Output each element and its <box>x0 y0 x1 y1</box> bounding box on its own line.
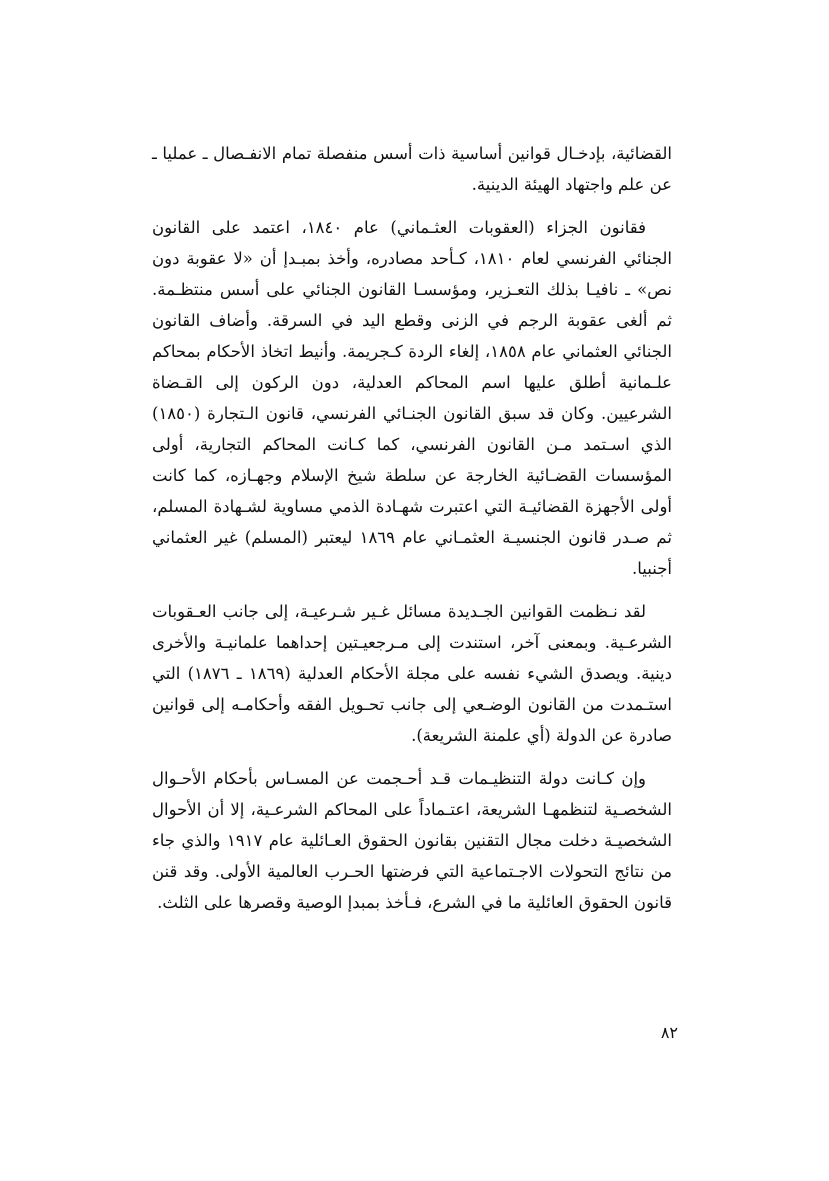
paragraph-penal-code: فقانون الجزاء (العقوبات العثـماني) عام ١٨٤٠، اعتمد على القانون الجنائي الفرنسي لعام ١٨١٠، كـأحد مصادره، وأخذ بمبـدإ أن «لا عقوبة دون نص» ـ نافيـا بذلك التعـزير، ومؤسسـا القانون الجنائي على أسس منتظـمة. ثم ألغى عقوبة الرجم في الزنى وقطع اليد في السرقة. وأضاف القانون الجنائي العثماني عام ١٨٥٨، إلغاء الردة كـجريمة. وأنيط اتخاذ الأحكام بمحاكم علـمانية أطلق عليها اسم المحاكم العدلية، دون الركون إلى القـضاة الشرعيين. وكان قد سبق القانون الجنـائي الفرنسي، قانون الـتجارة (١٨٥٠) الذي اسـتمد مـن القانون الفرنسي، كما كـانت المحاكم التجارية، أولى المؤسسات القضـائية الخارجة عن سلطة شيخ الإسلام وجهـازه، كما كانت أولى الأجهزة القضائيـة التي اعتبرت شهـادة الذمي مساوية لشـهادة المسلم، ثم صـدر قانون الجنسيـة العثمـاني عام ١٨٦٩ ليعتبر (المسلم) غير العثماني أجنبيا. <box>152 218 672 578</box>
body-text <box>152 138 672 930</box>
paragraph-personal-status: وإن كـانت دولة التنظيـمات قـد أحـجمت عن المسـاس بأحكام الأحـوال الشخصـية لتنظمهـا الشريعة، اعتـماداً على المحاكم الشرعـية، إلا أن الأحوال الشخصيـة دخلت مجال التقنين بقانون الحقوق العـائلية عام ١٩١٧ والذي جاء من نتائج التحولات الاجـتماعية التي فرضتها الحـرب العالمية الأولى. وقد قنن قانون الحقوق العائلية ما في الشرع، فـأخذ بمبدإ الوصية وقصرها على الثلث. <box>152 769 672 912</box>
paragraph-new-laws: لقد نـظمت القوانين الجـديدة مسائل غـير شـرعيـة، إلى جانب العـقوبات الشرعـية. وبمعنى آخر، استندت إلى مـرجعيـتين إحداهما علمانيـة والأخرى دينية. ويصدق الشيء نفسه على مجلة الأحكام العدلية (١٨٦٩ ـ ١٨٧٦) التي استـمدت من القانون الوضـعي إلى جانب تحـويل الفقه وأحكامـه إلى قوانين صادرة عن الدولة (أي علمنة الشريعة). <box>152 602 672 745</box>
page-number: ٨٢ <box>660 1023 678 1042</box>
paragraph-continuation: القضائية، بإدخـال قوانين أساسية ذات أسس منفصلة تمام الانفـصال ـ عمليا ـ عن علم واجتهاد الهيئة الدينية. <box>152 144 672 194</box>
